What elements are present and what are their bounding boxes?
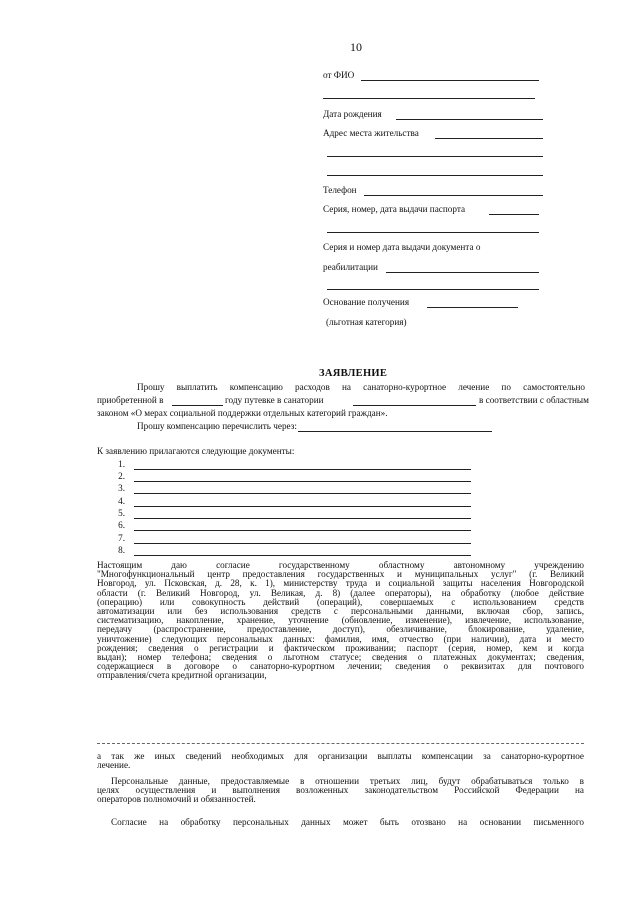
passport-label: Серия, номер, дата выдачи паспорта (323, 204, 466, 214)
attachment-field-8[interactable] (134, 555, 471, 556)
address-label: Адрес места жительства (323, 128, 419, 138)
consent-line: рождения; сведения о регистрации и фактическом проживании; паспорт (серия, номер, кем и когда (97, 642, 584, 653)
consent-paragraph (97, 561, 584, 681)
continuation-paragraph (97, 752, 584, 770)
request-line-2b: году путевке в санатории (225, 395, 324, 405)
attachment-number: 3. (118, 483, 125, 493)
attachment-number: 1. (118, 459, 125, 469)
consent-line: (операцию) или совокупность действий (операций), совершаемых с использованием средств (97, 596, 584, 607)
consent-line: уничтожение) следующих персональных данных: фамилия, имя, отчество (при наличии), дата и место (97, 633, 584, 644)
attachment-field-4[interactable] (134, 506, 471, 507)
attachment-field-3[interactable] (134, 493, 471, 494)
payment-channel-field[interactable] (298, 431, 492, 432)
request-line-2a: приобретенной в (97, 395, 164, 405)
address-field[interactable] (435, 138, 543, 139)
consent-line: передачу (распространение, предоставление, доступ), обезличивание, блокирование, удаление, (97, 624, 584, 635)
request-line-2c: в соответствии с областным (479, 395, 589, 405)
basis-label: Основание получения (323, 297, 410, 307)
consent-line: "Многофункциональный центр предоставления государственных и муниципальных услуг" (г. Великий (97, 569, 584, 580)
rehab-doc-field[interactable] (386, 272, 539, 273)
birth-label: Дата рождения (323, 109, 382, 119)
third-party-line: Персональные данные, предоставляемые в отношении третьих лиц, будут обрабатываться только в (111, 776, 584, 786)
address-field-line-3[interactable] (327, 175, 543, 176)
consent-line: выдан); номер телефона; сведения о льготном статусе; сведения о платежных документах; сведения, (97, 652, 584, 663)
attachment-field-5[interactable] (134, 518, 471, 519)
passport-field-line-2[interactable] (327, 232, 539, 233)
basis-note: (льготная категория) (326, 317, 407, 327)
birth-date-field[interactable] (396, 119, 543, 120)
attachment-field-1[interactable] (134, 469, 471, 470)
attachments-intro: К заявлению прилагаются следующие документы: (97, 446, 295, 456)
consent-line: области (г. Великий Новгород, ул. Великая, д. 8) (далее операторы), на обработку (любое действие (97, 587, 584, 598)
attachment-field-6[interactable] (134, 530, 471, 531)
attachment-number: 6. (118, 520, 125, 530)
attachment-field-2[interactable] (134, 481, 471, 482)
consent-line: содержащиеся в договоре о санаторно-курортном лечении; сведения о реквизитах для почтового (97, 661, 584, 672)
address-field-line-2[interactable] (327, 156, 543, 157)
sanatorium-field[interactable] (353, 405, 476, 406)
year-field[interactable] (172, 405, 223, 406)
rehab-doc-label: Серия и номер дата выдачи документа о (323, 242, 481, 252)
consent-line: автоматизации или без использования средств с персональными данными, включая сбор, запись, (97, 606, 584, 617)
request-line-3: законом «О мерах социальной поддержки отдельных категорий граждан». (97, 408, 388, 418)
consent-line: отправления/счета кредитной организации, (97, 670, 267, 681)
attachment-number: 2. (118, 471, 125, 481)
page-number: 10 (350, 40, 362, 54)
continuation-line: лечение. (97, 760, 131, 771)
consent-line: Настоящим даю согласие государственному областному автономному учреждению (97, 560, 584, 570)
third-party-paragraph (97, 777, 584, 805)
phone-field[interactable] (364, 195, 543, 196)
attachment-field-7[interactable] (134, 543, 471, 544)
continuation-line: а так же иных сведений необходимых для организации выплаты компенсации за санаторно-курортное (97, 751, 584, 761)
attachment-number: 7. (118, 533, 125, 543)
consent-line: систематизацию, накопление, хранение, уточнение (обновление, изменение), извлечение, использование, (97, 615, 584, 626)
passport-field[interactable] (489, 214, 539, 215)
third-party-line: целях осуществления и выполнения возложенных законодательством Российской Федерации на (97, 785, 584, 796)
attachment-number: 5. (118, 508, 125, 518)
rehab-label: реабилитации (323, 262, 378, 272)
request-line-1: Прошу выплатить компенсацию расходов на санаторно-курортное лечение по самостоятельно (137, 382, 585, 392)
phone-label: Телефон (323, 185, 357, 195)
withdraw-line: Согласие на обработку персональных данных может быть отозвано на основании письменного (111, 817, 584, 827)
third-party-line: операторов полномочий и обязанностей. (97, 794, 256, 805)
rehab-doc-field-line-2[interactable] (327, 289, 539, 290)
request-line-4: Прошу компенсацию перечислить через: (137, 421, 297, 431)
attachment-number: 4. (118, 496, 125, 506)
attachment-number: 8. (118, 545, 125, 555)
document-title: ЗАЯВЛЕНИЕ (319, 368, 388, 379)
fio-field[interactable] (361, 80, 539, 81)
fio-field-line-2[interactable] (323, 98, 535, 99)
consent-line: Новгород, ул. Псковская, д. 28, к. 1), министерству труда и социальной защиты населения Новгородской (97, 578, 584, 589)
from-label: от ФИО (323, 70, 355, 80)
basis-field[interactable] (427, 307, 518, 308)
page-separator (97, 743, 584, 744)
